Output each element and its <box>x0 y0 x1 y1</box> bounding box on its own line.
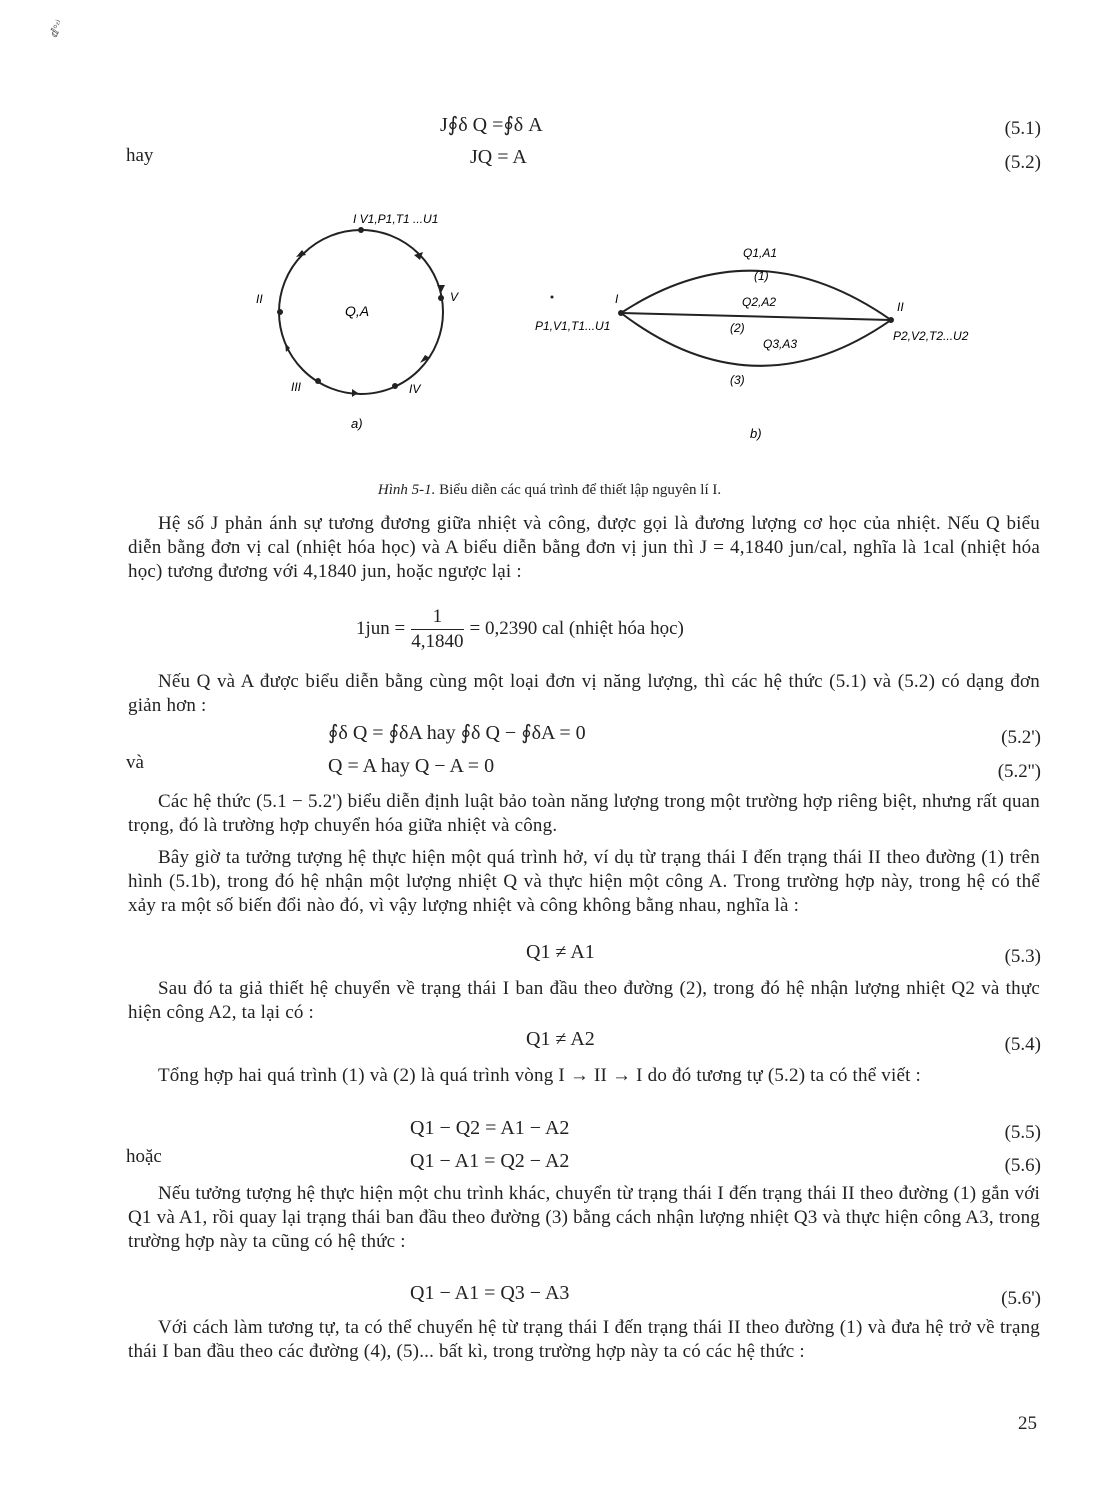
paragraph-2: Nếu Q và A được biểu diễn bằng cùng một loại đơn vị năng lượng, thì các hệ thức (5.1) và (5.2) có dạng đơn giản hơn : <box>128 671 1040 716</box>
equation-5-2-prime-number: (5.2') <box>1001 727 1041 748</box>
figure-caption-prefix: Hình 5-1. <box>377 482 436 498</box>
conversion-numerator: 1 <box>411 605 463 630</box>
equation-5-6-prime-number: (5.6') <box>1001 1288 1041 1309</box>
figure-b-sub-label: b) <box>750 426 762 441</box>
conversion-denominator: 4,1840 <box>411 631 464 652</box>
equation-5-5: Q1 − Q2 = A1 − A2 <box>410 1117 570 1139</box>
equation-5-2-side: hay <box>126 145 154 166</box>
corner-mark: ⅆ°ᶻⁱ <box>48 18 67 40</box>
figure-b-left-state: I <box>615 292 619 306</box>
paragraph-8: Với cách làm tương tự, ta có thể chuyển hệ từ trạng thái I đến trạng thái II theo đường (1) và đưa hệ trở về trạng thái I ban đầu theo các đường (4), (5)... bất kì, trong trường hợp này ta có các hệ thức : <box>128 1317 1040 1362</box>
paragraph-6: Tổng hợp hai quá trình (1) và (2) là quá trình vòng I → II → I do đó tương tự (5.2) ta có thể viết : <box>158 1065 921 1086</box>
figure-caption-text: Biểu diễn các quá trình để thiết lập nguyên lí I. <box>439 482 722 498</box>
equation-5-3: Q1 ≠ A1 <box>526 941 595 963</box>
figure-a-left-label: II <box>256 292 263 306</box>
equation-5-3-number: (5.3) <box>1004 946 1041 967</box>
figure-b-right-state: II <box>897 300 904 314</box>
figure-a-top-label: I V1,P1,T1 ...U1 <box>353 212 439 226</box>
figure-b-path1-label: Q1,A1 <box>743 246 778 260</box>
paragraph-4: Bây giờ ta tưởng tượng hệ thực hiện một quá trình hở, ví dụ từ trạng thái I đến trạng thái II theo đường (1) trên hình (5.1b), trong đó hệ nhận một lượng nhiệt Q và thực hiện một công A. Trong trường hợp này, trong hệ có thể xảy ra một số biến đổi nào đó, vì vậy lượng nhiệt và công không bằng nhau, nghĩa là : <box>128 847 1040 916</box>
figure-b-process-diagram <box>525 240 995 445</box>
paragraph-1: Hệ số J phản ánh sự tương đương giữa nhiệt và công, được gọi là đương lượng cơ học của nhiệt. Nếu Q biểu diễn bằng đơn vị cal (nhiệt hóa học) và A biểu diễn bằng đơn vị jun thì J = 4,1840 jun/cal, nghĩa là 1cal (nhiệt hóa học) tương đương với 4,1840 jun, hoặc ngược lại : <box>128 513 1040 582</box>
paragraph-7: Nếu tưởng tượng hệ thực hiện một chu trình khác, chuyển từ trạng thái I đến trạng thái II theo đường (1) gắn với Q1 và A1, rồi quay lại trạng thái ban đầu theo đường (3) bằng cách nhận lượng nhiệt Q3 và thực hiện công A3, trong trường hợp này ta cũng có hệ thức : <box>128 1183 1040 1252</box>
page-number: 25 <box>1018 1413 1037 1434</box>
conversion-lhs: 1jun = <box>356 617 406 639</box>
paragraph-3: Các hệ thức (5.1 − 5.2') biểu diễn định luật bảo toàn năng lượng trong một trường hợp riêng biệt, nhưng rất quan trọng, đó là trường hợp chuyển hóa giữa nhiệt và công. <box>128 791 1040 836</box>
equation-5-6-prime: Q1 − A1 = Q3 − A3 <box>410 1282 570 1304</box>
figure-caption <box>0 482 1099 499</box>
equation-5-6-side: hoặc <box>126 1146 162 1167</box>
conversion-equation <box>356 605 684 654</box>
figure-a-bottom-right-label: IV <box>409 382 421 396</box>
equation-5-1: J∮δ Q =∮δ A <box>440 114 543 136</box>
conversion-rhs: = 0,2390 cal (nhiệt hóa học) <box>469 617 684 639</box>
equation-5-2-dprime-number: (5.2'') <box>997 761 1041 782</box>
equation-5-2-number: (5.2) <box>1004 152 1041 173</box>
conversion-fraction <box>411 605 463 654</box>
equation-5-2-dprime-side: và <box>126 752 144 773</box>
figure-b-path3-label: Q3,A3 <box>763 337 798 351</box>
figure-b-path1-number: (1) <box>754 269 769 283</box>
paragraph-5: Sau đó ta giả thiết hệ chuyển về trạng thái I ban đầu theo đường (2), trong đó hệ nhận lượng nhiệt Q2 và thực hiện công A2, ta lại có : <box>128 978 1040 1023</box>
figure-a-right-label: V <box>450 290 459 304</box>
figure-b-path3-number: (3) <box>730 373 745 387</box>
equation-5-6: Q1 − A1 = Q2 − A2 <box>410 1150 570 1172</box>
figure-b-path2-number: (2) <box>730 321 745 335</box>
equation-5-6-number: (5.6) <box>1004 1155 1041 1176</box>
equation-5-5-number: (5.5) <box>1004 1122 1041 1143</box>
equation-5-2-prime: ∮δ Q = ∮δA hay ∮δ Q − ∮δA = 0 <box>328 722 586 744</box>
equation-5-2: JQ = A <box>470 146 527 168</box>
figure-a-cycle-diagram <box>240 205 480 440</box>
equation-5-2-dprime: Q = A hay Q − A = 0 <box>328 755 495 777</box>
figure-a-center-label: Q,A <box>345 303 370 319</box>
figure-b-path2-label: Q2,A2 <box>742 295 777 309</box>
figure-a-sub-label: a) <box>351 416 363 431</box>
figure-b-right-params: P2,V2,T2...U2 <box>893 329 969 343</box>
figure-a-bottom-left-label: III <box>291 380 302 394</box>
figure-b-left-params: P1,V1,T1...U1 <box>535 319 611 333</box>
equation-5-4: Q1 ≠ A2 <box>526 1028 595 1050</box>
equation-5-1-number: (5.1) <box>1004 118 1041 139</box>
equation-5-4-number: (5.4) <box>1004 1034 1041 1055</box>
